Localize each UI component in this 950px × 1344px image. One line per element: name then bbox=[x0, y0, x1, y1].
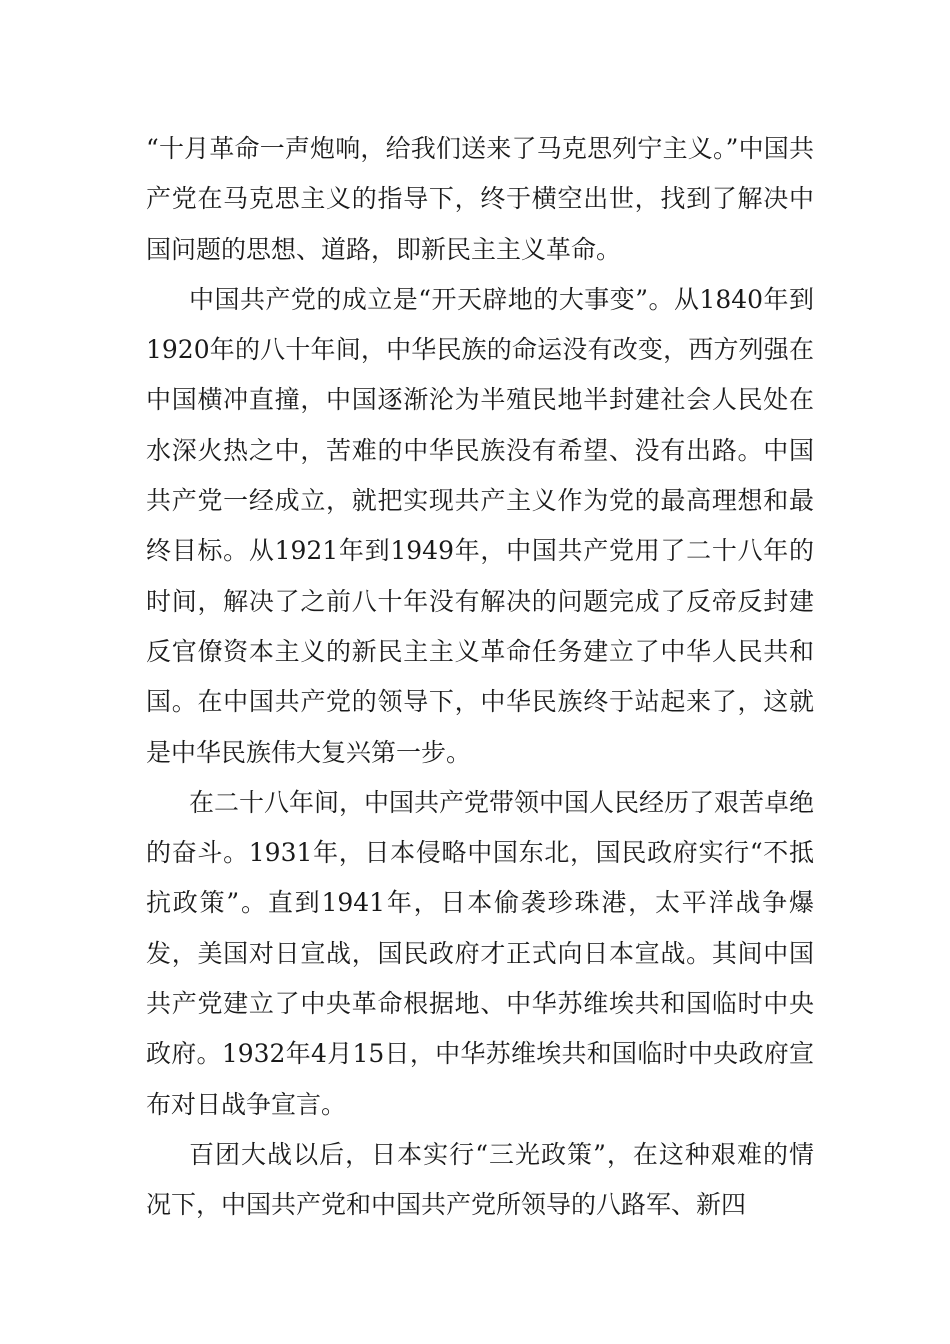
paragraph-4: 百团大战以后，日本实行“三光政策”，在这种艰难的情况下，中国共产党和中国共产党所领导的八路军、新四 bbox=[146, 1139, 814, 1220]
document-body bbox=[146, 124, 814, 1231]
paragraph-3: 在二十八年间，中国共产党带领中国人民经历了艰苦卓绝的奋斗。1931年，日本侵略中国东北，国民政府实行“不抵抗政策”。直到1941年，日本偷袭珍珠港，太平洋战争爆发，美国对日宣战，国民政府才正式向日本宣战。其间中国共产党建立了中央革命根据地、中华苏维埃共和国临时中央政府。1932年4月15日，中华苏维埃共和国临时中央政府宣布对日战争宣言。 bbox=[146, 787, 815, 1119]
paragraph-2: 中国共产党的成立是“开天辟地的大事变”。从1840年到1920年的八十年间，中华民族的命运没有改变，西方列强在中国横冲直撞，中国逐渐沦为半殖民地半封建社会人民处在水深火热之中，苦难的中华民族没有希望、没有出路。中国共产党一经成立，就把实现共产主义作为党的最高理想和最终目标。从1921年到1949年，中国共产党用了二十八年的时间，解决了之前八十年没有解决的问题完成了反帝反封建反官僚资本主义的新民主主义革命任务建立了中华人民共和国。在中国共产党的领导下，中华民族终于站起来了，这就是中华民族伟大复兴第一步。 bbox=[146, 284, 814, 767]
paragraph-1: “十月革命一声炮响，给我们送来了马克思列宁主义。”中国共产党在马克思主义的指导下，终于横空出世，找到了解决中国问题的思想、道路，即新民主主义革命。 bbox=[146, 134, 814, 264]
